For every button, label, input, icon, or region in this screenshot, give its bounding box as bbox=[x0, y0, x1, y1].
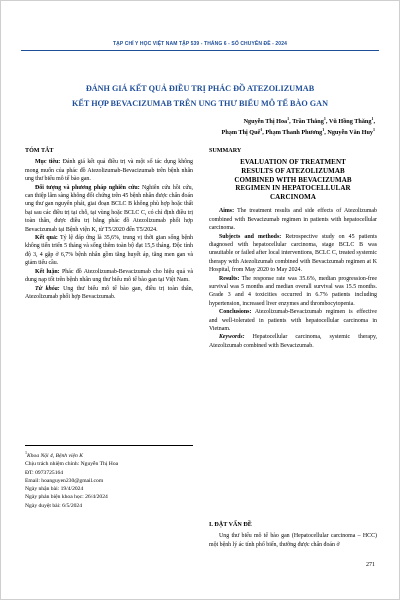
summary-conclusions: Conclusions: Atezolizumab-Bevacizumab regimen is effective and well-tolerated in patients with hepatocellular carcinoma in Vietnam. bbox=[209, 309, 377, 333]
summary-heading: SUMMARY bbox=[209, 148, 242, 154]
abstract-conclusion: Kết luận: Phác đồ Atezolizumab-Bevacizumab cho hiệu quả và dung nạp tốt trên bệnh nhân ung thư biểu mô tế bào gan tại Việt Nam. bbox=[25, 268, 193, 284]
summary-aims: Aims: The treatment results and side effects of Atezolizumab combined with Bevacizumab regimen in patients with hepatocellular carcinoma. bbox=[209, 208, 377, 232]
section-introduction bbox=[209, 521, 377, 549]
author: Vũ Hồng Thăng$^1$, bbox=[328, 115, 375, 125]
title-line-2: KẾT HỢP BEVACIZUMAB TRÊN UNG THƯ BIỂU MÔ TẾ BÀO GAN bbox=[72, 99, 328, 108]
footnote-affiliation: $^1$Khoa Nội 4, Bệnh viện K bbox=[25, 450, 83, 459]
summary-keywords: Keywords: Hepatocellular carcinoma, systemic therapy, Atezolizumab combined with Bevacizumab. bbox=[209, 334, 377, 349]
footnote bbox=[25, 445, 193, 510]
summary-results: Results: The response rate was 35.6%, median progression-free survival was 5 months and median overall survival was 15.5 months. Grade 3 and 4 toxicities occurred in 6.7% patients including hypertension, increased liver enzymes and thrombocytopenia. bbox=[209, 275, 377, 307]
paper-title bbox=[21, 81, 379, 111]
footnote-email: Email: hoanguyen230@gmail.com bbox=[25, 477, 104, 484]
author: Phạm Thị Quế$^1$, bbox=[221, 126, 266, 136]
abstract-results: Kết quả: Tỷ lệ đáp ứng là 35,6%, trung vị thời gian sống bệnh không tiến triển 5 tháng và sống thêm toàn bộ đạt 15,5 tháng. Độc tính độ 3, 4 gặp ở 6,7% bệnh nhân gồm tăng huyết áp, tăng men gan và giảm tiểu cầu. bbox=[25, 235, 194, 267]
footnote-corresponding: Chịu trách nhiệm chính: Nguyễn Thị Hoa bbox=[25, 461, 119, 468]
author-list bbox=[175, 117, 375, 138]
english-summary bbox=[209, 147, 377, 350]
footnote-accepted: Ngày duyệt bài: 6/5/2024 bbox=[25, 502, 83, 509]
abstract-methods: Đối tượng và phương pháp nghiên cứu: Nghiên cứu hồi cứu, can thiệp lâm sàng không đối chứng trên 45 bệnh nhân được chẩn đoán ung thư gan nguyên phát, giai đoạn BCLC B không phù hợp hoặc thất bại sau các điều trị tại chỗ, tại vùng hoặc BCLC C, có chỉ định điều trị toàn thân, được điều trị bằng phác đồ Atezolizumab phối hợp Bevacizumab tại Bệnh viện K, từ T5/2020 đến T5/2024. bbox=[25, 184, 194, 233]
vietnamese-abstract bbox=[25, 147, 193, 301]
abstract-heading: TÓM TẮT bbox=[25, 148, 54, 154]
footnote-received: Ngày nhận bài: 19/4/2024 bbox=[25, 486, 84, 493]
abstract-aim: Mục tiêu: Đánh giá kết quả điều trị và một số tác dụng không mong muốn của phác đồ Atezolizumab-Bevacizumab trên bệnh nhân ung thư biểu mô tế bào gan. bbox=[25, 159, 193, 183]
author: Nguyễn Thị Hoa$^1$, bbox=[243, 115, 293, 125]
section-text: Ung thư biểu mô tế bào gan (Hepatocellular carcinoma – HCC) một bệnh lý ác tính phổ biến, thường được chẩn đoán ở bbox=[209, 533, 377, 548]
journal-header: TẠP CHÍ Y HỌC VIỆT NAM TẬP 539 - THÁNG 6 - SỐ CHUYÊN ĐỀ - 2024 bbox=[21, 41, 379, 51]
author: Trần Thắng$^1$, bbox=[292, 115, 329, 125]
english-title: EVALUATION OF TREATMENT RESULTS OF ATEZOLIZUMAB COMBINED WITH BEVACIZUMAB REGIMEN IN HEPATOCELLULAR CARCINOMA bbox=[234, 158, 352, 201]
page-number: 271 bbox=[366, 562, 375, 568]
footnote-phone: ĐT: 0973725164 bbox=[25, 469, 64, 476]
summary-methods: Subjects and methods: Retrospective study on 45 patients diagnosed with hepatocellular carcinoma, stage BCLC B was unsuitable or failed after local interventions, BCLC C, treated systemic therapy with Atezolizumab combined with Bevacizumab regimen at K Hospital, from May 2020 to May 2024. bbox=[209, 233, 377, 274]
title-line-1: ĐÁNH GIÁ KẾT QUẢ ĐIỀU TRỊ PHÁC ĐỒ ATEZOLIZUMAB bbox=[85, 84, 315, 93]
abstract-keywords: Từ khóa: Ung thư biểu mô tế bào gan, điều trị toàn thân, Atezolizumab phối hợp Bevacizumab. bbox=[25, 285, 193, 300]
author: Nguyễn Văn Huy$^1$ bbox=[327, 126, 375, 136]
footnote-reviewed: Ngày phản biện khoa học: 26/4/2024 bbox=[25, 494, 108, 501]
author: Phạm Thanh Phương$^1$, bbox=[265, 126, 328, 136]
section-heading: I. ĐẶT VẤN ĐỀ bbox=[209, 522, 252, 528]
